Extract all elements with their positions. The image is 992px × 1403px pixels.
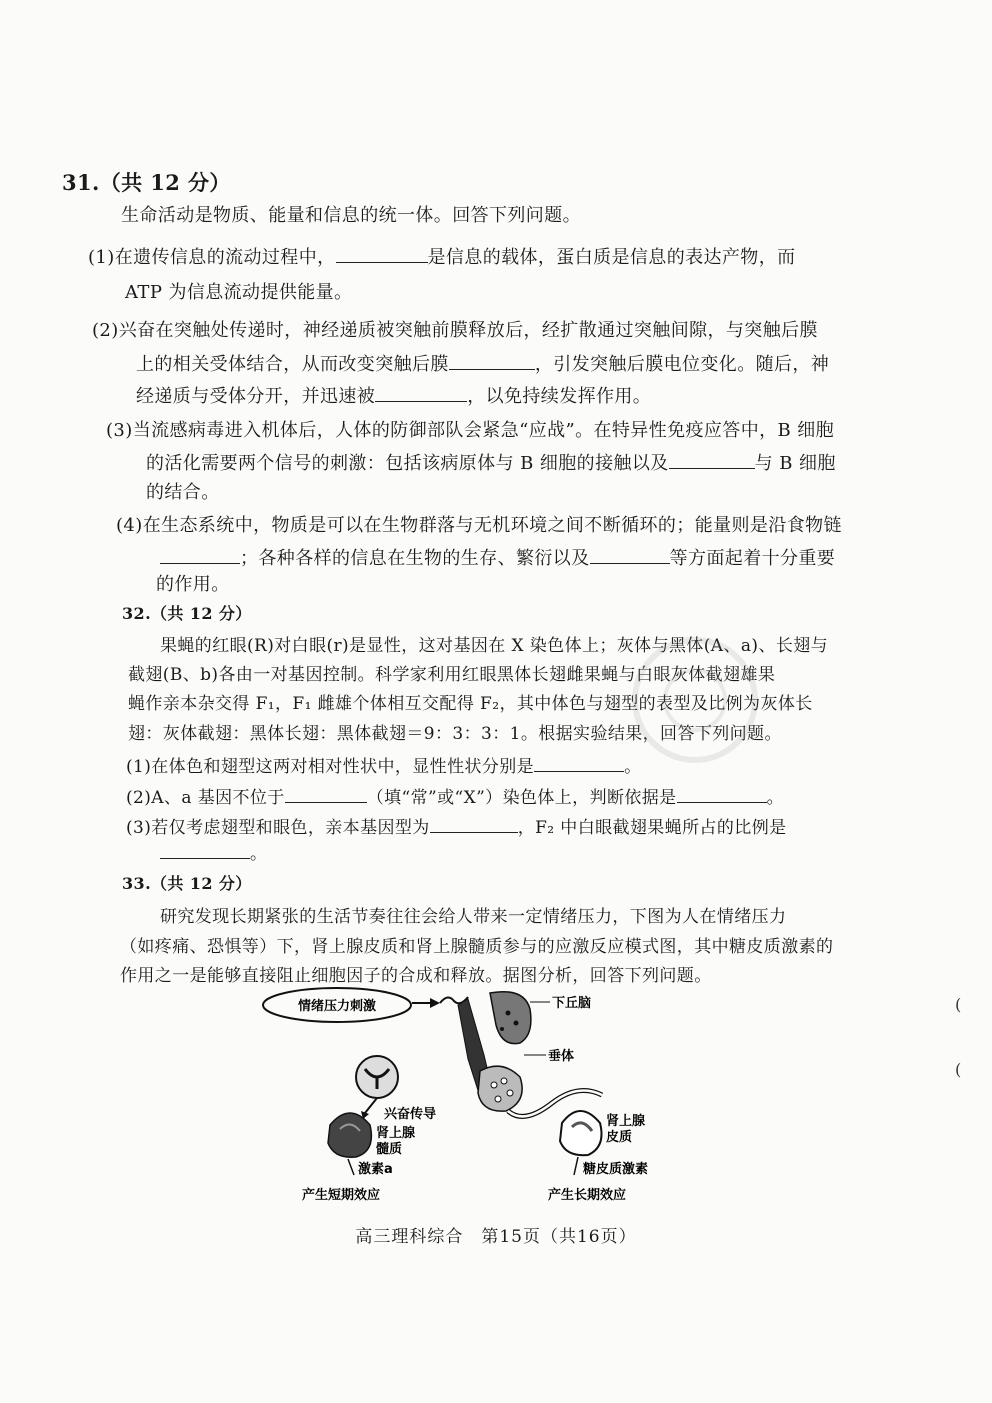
- q31-part4-line1: (4)在生态系统中，物质是可以在生物群落与无机环境之间不断循环的；能量则是沿食物链: [116, 515, 842, 536]
- q31-part2-line2: 上的相关受体结合，从而改变突触后膜 ，引发突触后膜电位变化。随后，神: [136, 354, 830, 375]
- conduction-label: 兴奋传导: [384, 1107, 437, 1122]
- q32-stem-line3: 蝇作亲本杂交得 F₁，F₁ 雌雄个体相互交配得 F₂，其中体色与翅型的表型及比例为灰体长: [128, 694, 813, 714]
- cortex-label-1: 肾上腺: [606, 1114, 646, 1129]
- glucocorticoid-label: 糖皮质激素: [583, 1162, 649, 1177]
- answer-blank[interactable]: [677, 786, 767, 803]
- q32-sub2: (2)A、a 基因不位于 （填“常”或“X”）染色体上，判断依据是 。: [126, 788, 784, 808]
- q31-part4-line2: ；各种各样的信息在生物的生存、繁衍以及 等方面起着十分重要: [160, 547, 835, 570]
- q32-sub1: (1)在体色和翅型这两对相对性状中，显性性状分别是 。: [126, 757, 642, 777]
- q31-part2-line3: 经递质与受体分开，并迅速被 ，以免持续发挥作用。: [136, 386, 652, 407]
- q31-part3-line3: 的结合。: [146, 482, 220, 503]
- q31-part4-line3: 的作用。: [156, 574, 230, 595]
- answer-blank[interactable]: [160, 547, 240, 564]
- q32-stem-line4: 翅：灰体截翅：黑体长翅：黑体截翅＝9：3：3：1。根据实验结果，回答下列问题。: [128, 724, 782, 744]
- q31-part1-line2: ATP 为信息流动提供能量。: [125, 282, 353, 303]
- pituitary-label: 垂体: [548, 1049, 575, 1064]
- q33-heading: 33.（共 12 分）: [122, 874, 252, 893]
- q31-part1-line1: (1)在遗传信息的流动过程中， 是信息的载体，蛋白质是信息的表达产物，而: [88, 247, 796, 268]
- q32-sub3: (3)若仅考虑翅型和眼色，亲本基因型为 ，F₂ 中白眼截翅果蝇所占的比例是: [126, 818, 787, 838]
- medulla-label-1: 肾上腺: [376, 1126, 416, 1141]
- short-effect-label: 产生短期效应: [302, 1188, 381, 1203]
- cortex-label-2: 皮质: [606, 1130, 633, 1145]
- hypothalamus-shape: [490, 992, 531, 1044]
- long-effect-label: 产生长期效应: [548, 1188, 627, 1203]
- q32-heading: 32.（共 12 分）: [122, 604, 252, 623]
- answer-blank[interactable]: [160, 842, 250, 859]
- edge-mark: (: [955, 1060, 962, 1079]
- answer-blank[interactable]: [285, 786, 367, 803]
- answer-blank[interactable]: [336, 246, 428, 263]
- q32-stem-line1: 果蝇的红眼(R)对白眼(r)是显性，这对基因在 X 染色体上；灰体与黑体(A、a)、长翅与: [160, 636, 829, 656]
- q31-intro: 生命活动是物质、能量和信息的统一体。回答下列问题。: [121, 205, 581, 226]
- hypothalamus-label: 下丘脑: [552, 996, 592, 1011]
- answer-blank[interactable]: [430, 816, 518, 833]
- q32-stem-line2: 截翅(B、b)各由一对基因控制。科学家利用红眼黑体长翅雌果蝇与白眼灰体截翅雄果: [128, 665, 776, 685]
- stimulus-label: 情绪压力刺激: [297, 999, 377, 1014]
- q31-part2-line1: (2)兴奋在突触处传递时，神经递质被突触前膜释放后，经扩散通过突触间隙，与突触后膜: [92, 320, 818, 341]
- page-footer: 高三理科综合 第15页（共16页）: [355, 1227, 637, 1247]
- q33-stem-line1: 研究发现长期紧张的生活节奏往往会给人带来一定情绪压力，下图为人在情绪压力: [160, 907, 787, 927]
- answer-blank[interactable]: [375, 385, 467, 402]
- watermark-logo: [620, 625, 770, 775]
- answer-blank[interactable]: [534, 755, 624, 772]
- q32-sub3-cont: 。: [160, 842, 267, 865]
- adrenal-cortex-shape: [560, 1111, 602, 1155]
- answer-blank[interactable]: [590, 547, 670, 564]
- adrenal-medulla-shape: [328, 1113, 371, 1157]
- q31-heading: 31.（共 12 分）: [62, 170, 231, 195]
- q33-stem-line2: （如疼痛、恐惧等）下，肾上腺皮质和肾上腺髓质参与的应激反应模式图，其中糖皮质激素的: [120, 937, 834, 957]
- q31-part3-line2: 的活化需要两个信号的刺激：包括该病原体与 B 细胞的接触以及 与 B 细胞: [146, 453, 836, 474]
- medulla-label-2: 髓质: [376, 1142, 403, 1157]
- pituitary-shape: [478, 1066, 522, 1111]
- q33-stem-line3: 作用之一是能够直接阻止细胞因子的合成和释放。据图分析，回答下列问题。: [120, 966, 712, 986]
- q31-part3-line1: (3)当流感病毒进入机体后，人体的防御部队会紧急“应战”。在特异性免疫应答中，B 细胞: [106, 420, 835, 441]
- answer-blank[interactable]: [449, 353, 535, 370]
- answer-blank[interactable]: [669, 452, 755, 469]
- hormone-a-label: 激素a: [358, 1162, 393, 1177]
- stress-response-diagram: [262, 985, 649, 1210]
- edge-mark: (: [955, 995, 962, 1014]
